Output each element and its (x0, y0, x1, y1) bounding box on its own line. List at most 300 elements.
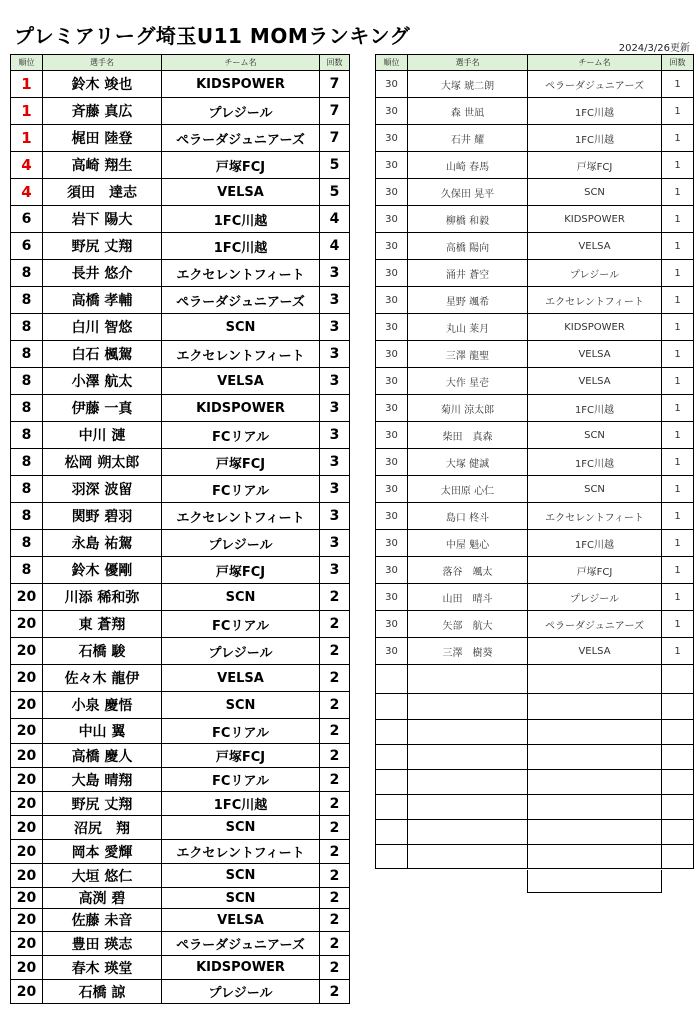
rank-cell: 8 (11, 395, 43, 422)
player-cell: 高橋 陽向 (408, 233, 528, 260)
ranking-table-left (10, 54, 350, 1004)
player-cell: 菊川 涼太郎 (408, 395, 528, 422)
rank-cell: 6 (11, 206, 43, 233)
table-row (376, 476, 694, 503)
table-row (11, 611, 350, 638)
team-cell: 1FC川越 (528, 125, 662, 152)
rank-cell: 4 (11, 152, 43, 179)
count-cell: 2 (320, 888, 350, 909)
table-row (11, 368, 350, 395)
count-cell: 3 (320, 449, 350, 476)
rank-cell: 30 (376, 233, 408, 260)
team-cell: ペラーダジュニアーズ (528, 71, 662, 98)
table-row (11, 638, 350, 665)
rank-cell: 30 (376, 152, 408, 179)
header-team: チーム名 (162, 55, 320, 71)
player-cell: 長井 悠介 (43, 260, 162, 287)
player-cell: 石橋 諒 (43, 980, 162, 1004)
team-cell: ペラーダジュニアーズ (528, 611, 662, 638)
count-cell: 2 (320, 980, 350, 1004)
table-row (11, 395, 350, 422)
rank-cell: 30 (376, 125, 408, 152)
table-row (376, 638, 694, 665)
count-cell: 2 (320, 956, 350, 980)
empty-row (376, 770, 694, 795)
empty-row (376, 694, 694, 720)
empty-cell (408, 665, 528, 694)
team-cell: KIDSPOWER (162, 71, 320, 98)
header-player: 選手名 (43, 55, 162, 71)
team-cell: 1FC川越 (528, 98, 662, 125)
table-row (11, 287, 350, 314)
rank-cell: 30 (376, 179, 408, 206)
team-cell: 1FC川越 (528, 395, 662, 422)
empty-row (376, 745, 694, 770)
count-cell: 1 (662, 422, 694, 449)
player-cell: 岩下 陽大 (43, 206, 162, 233)
player-cell: 石井 耀 (408, 125, 528, 152)
table-row (11, 692, 350, 719)
table-row (376, 287, 694, 314)
empty-cell (408, 820, 528, 845)
table-row (11, 152, 350, 179)
player-cell: 石橋 駿 (43, 638, 162, 665)
empty-cell (376, 770, 408, 795)
empty-cell (528, 795, 662, 820)
player-cell: 丸山 莱月 (408, 314, 528, 341)
count-cell: 3 (320, 503, 350, 530)
team-cell: VELSA (528, 368, 662, 395)
player-cell: 中川 漣 (43, 422, 162, 449)
empty-cell (528, 694, 662, 720)
team-cell: SCN (528, 476, 662, 503)
table-row (11, 557, 350, 584)
player-cell: 星野 颯希 (408, 287, 528, 314)
player-cell: 山崎 春馬 (408, 152, 528, 179)
empty-row (376, 845, 694, 869)
rank-cell: 30 (376, 287, 408, 314)
team-cell: エクセレントフィート (528, 503, 662, 530)
count-cell: 2 (320, 932, 350, 956)
empty-row (376, 665, 694, 694)
team-cell: 戸塚FCJ (162, 744, 320, 768)
empty-cell (528, 845, 662, 869)
table-row (376, 395, 694, 422)
empty-cell (662, 694, 694, 720)
table-row (11, 422, 350, 449)
count-cell: 2 (320, 692, 350, 719)
table-row (376, 260, 694, 287)
rank-cell: 20 (11, 956, 43, 980)
updated-date: 2024/3/26更新 (618, 43, 690, 54)
player-cell: 関野 碧羽 (43, 503, 162, 530)
team-cell: FCリアル (162, 422, 320, 449)
empty-cell (662, 720, 694, 745)
player-cell: 三澤 龍聖 (408, 341, 528, 368)
rank-cell: 20 (11, 792, 43, 816)
team-cell: 1FC川越 (162, 233, 320, 260)
team-cell: VELSA (162, 909, 320, 932)
team-cell: 戸塚FCJ (162, 557, 320, 584)
count-cell: 1 (662, 557, 694, 584)
table-row (11, 71, 350, 98)
table-row (11, 792, 350, 816)
count-cell: 1 (662, 71, 694, 98)
count-cell: 4 (320, 233, 350, 260)
count-cell: 3 (320, 395, 350, 422)
rank-cell: 20 (11, 611, 43, 638)
rank-cell: 20 (11, 864, 43, 888)
team-cell: FCリアル (162, 768, 320, 792)
rank-cell: 8 (11, 476, 43, 503)
count-cell: 1 (662, 341, 694, 368)
count-cell: 2 (320, 792, 350, 816)
rank-cell: 1 (11, 125, 43, 152)
player-cell: 須田 達志 (43, 179, 162, 206)
page-title: プレミアリーグ埼玉U11 MOMランキング (14, 24, 411, 48)
count-cell: 2 (320, 611, 350, 638)
count-cell: 3 (320, 260, 350, 287)
empty-cell (662, 820, 694, 845)
player-cell: 佐々木 龍伊 (43, 665, 162, 692)
header-count: 回数 (320, 55, 350, 71)
empty-row (376, 820, 694, 845)
player-cell: 島口 柊斗 (408, 503, 528, 530)
empty-cell (528, 720, 662, 745)
player-cell: 野尻 丈翔 (43, 233, 162, 260)
player-cell: 山田 晴斗 (408, 584, 528, 611)
player-cell: 白川 智悠 (43, 314, 162, 341)
empty-cell (376, 720, 408, 745)
team-cell: SCN (162, 692, 320, 719)
rank-cell: 30 (376, 584, 408, 611)
player-cell: 野尻 丈翔 (43, 792, 162, 816)
table-row (376, 179, 694, 206)
table-row (11, 125, 350, 152)
rank-cell: 20 (11, 932, 43, 956)
player-cell: 柴田 真森 (408, 422, 528, 449)
count-cell: 2 (320, 584, 350, 611)
team-cell: ペラーダジュニアーズ (162, 125, 320, 152)
count-cell: 3 (320, 314, 350, 341)
team-cell: FCリアル (162, 611, 320, 638)
rank-cell: 8 (11, 341, 43, 368)
table-row (11, 314, 350, 341)
count-cell: 1 (662, 152, 694, 179)
count-cell: 2 (320, 665, 350, 692)
count-cell: 7 (320, 71, 350, 98)
team-cell: エクセレントフィート (162, 840, 320, 864)
rank-cell: 20 (11, 584, 43, 611)
empty-cell (376, 820, 408, 845)
empty-cell (662, 770, 694, 795)
header-rank: 順位 (11, 55, 43, 71)
player-cell: 鈴木 竣也 (43, 71, 162, 98)
rank-cell: 8 (11, 287, 43, 314)
player-cell: 斉藤 真広 (43, 98, 162, 125)
team-cell: 戸塚FCJ (162, 449, 320, 476)
empty-cell (408, 795, 528, 820)
rank-cell: 20 (11, 719, 43, 744)
table-row (11, 341, 350, 368)
count-cell: 4 (320, 206, 350, 233)
count-cell: 1 (662, 260, 694, 287)
rank-cell: 20 (11, 980, 43, 1004)
player-cell: 矢部 航大 (408, 611, 528, 638)
rank-cell: 8 (11, 449, 43, 476)
table-row (11, 932, 350, 956)
rank-cell: 8 (11, 314, 43, 341)
table-row (11, 476, 350, 503)
player-cell: 森 世凪 (408, 98, 528, 125)
team-cell: エクセレントフィート (162, 503, 320, 530)
table-row (376, 611, 694, 638)
rank-cell: 8 (11, 503, 43, 530)
table-row (11, 584, 350, 611)
table-row (11, 719, 350, 744)
table-row (11, 909, 350, 932)
team-cell: SCN (162, 584, 320, 611)
team-cell: プレジール (162, 530, 320, 557)
count-cell: 1 (662, 179, 694, 206)
table-row (11, 768, 350, 792)
table-row (376, 422, 694, 449)
team-cell: エクセレントフィート (162, 341, 320, 368)
rank-cell: 30 (376, 449, 408, 476)
team-cell: プレジール (162, 980, 320, 1004)
count-cell: 3 (320, 476, 350, 503)
table-row (11, 179, 350, 206)
header-rank: 順位 (376, 55, 408, 71)
team-cell: SCN (162, 314, 320, 341)
count-cell: 5 (320, 179, 350, 206)
rank-cell: 30 (376, 368, 408, 395)
table-row (376, 233, 694, 260)
empty-row (376, 795, 694, 820)
team-cell: SCN (528, 422, 662, 449)
rank-cell: 20 (11, 840, 43, 864)
table-row (376, 152, 694, 179)
player-cell: 小澤 航太 (43, 368, 162, 395)
count-cell: 1 (662, 368, 694, 395)
header-player: 選手名 (408, 55, 528, 71)
empty-cell (527, 870, 662, 893)
player-cell: 小泉 慶悟 (43, 692, 162, 719)
rank-cell: 20 (11, 768, 43, 792)
header-row (11, 55, 350, 71)
rank-cell: 6 (11, 233, 43, 260)
count-cell: 1 (662, 476, 694, 503)
count-cell: 1 (662, 530, 694, 557)
player-cell: 佐藤 未音 (43, 909, 162, 932)
team-cell: KIDSPOWER (162, 395, 320, 422)
table-row (376, 71, 694, 98)
empty-cell (408, 770, 528, 795)
rank-cell: 30 (376, 98, 408, 125)
player-cell: 鈴木 優剛 (43, 557, 162, 584)
team-cell: SCN (528, 179, 662, 206)
player-cell: 沼尻 翔 (43, 816, 162, 840)
rank-cell: 1 (11, 71, 43, 98)
rank-cell: 30 (376, 422, 408, 449)
count-cell: 2 (320, 864, 350, 888)
table-row (376, 206, 694, 233)
empty-cell (528, 665, 662, 694)
team-cell: VELSA (162, 665, 320, 692)
team-cell: プレジール (162, 98, 320, 125)
team-cell: SCN (162, 888, 320, 909)
count-cell: 2 (320, 909, 350, 932)
player-cell: 豊田 瑛志 (43, 932, 162, 956)
player-cell: 三澤 樹葵 (408, 638, 528, 665)
team-cell: プレジール (528, 584, 662, 611)
team-cell: VELSA (162, 179, 320, 206)
player-cell: 松岡 朔太郎 (43, 449, 162, 476)
header-row (376, 55, 694, 71)
rank-cell: 8 (11, 530, 43, 557)
team-cell: SCN (162, 816, 320, 840)
table-row (376, 314, 694, 341)
count-cell: 1 (662, 611, 694, 638)
table-row (11, 503, 350, 530)
team-cell: FCリアル (162, 476, 320, 503)
count-cell: 1 (662, 449, 694, 476)
player-cell: 高橋 慶人 (43, 744, 162, 768)
rank-cell: 30 (376, 395, 408, 422)
count-cell: 1 (662, 206, 694, 233)
table-row (11, 233, 350, 260)
player-cell: 中屋 魁心 (408, 530, 528, 557)
player-cell: 落谷 颯太 (408, 557, 528, 584)
rank-cell: 30 (376, 638, 408, 665)
player-cell: 太田原 心仁 (408, 476, 528, 503)
player-cell: 東 蒼翔 (43, 611, 162, 638)
rank-cell: 20 (11, 888, 43, 909)
empty-cell (376, 665, 408, 694)
count-cell: 1 (662, 314, 694, 341)
rank-cell: 20 (11, 816, 43, 840)
team-cell: SCN (162, 864, 320, 888)
count-cell: 5 (320, 152, 350, 179)
rank-cell: 20 (11, 665, 43, 692)
empty-cell (662, 745, 694, 770)
empty-cell (528, 820, 662, 845)
table-row (376, 98, 694, 125)
count-cell: 1 (662, 98, 694, 125)
player-cell: 中山 翼 (43, 719, 162, 744)
team-cell: エクセレントフィート (162, 260, 320, 287)
team-cell: KIDSPOWER (528, 206, 662, 233)
empty-cell (376, 845, 408, 869)
count-cell: 2 (320, 816, 350, 840)
team-cell: VELSA (528, 341, 662, 368)
table-row (376, 341, 694, 368)
table-row (11, 206, 350, 233)
table-row (11, 956, 350, 980)
player-cell: 羽深 波留 (43, 476, 162, 503)
count-cell: 3 (320, 557, 350, 584)
count-cell: 3 (320, 422, 350, 449)
rank-cell: 20 (11, 909, 43, 932)
team-cell: ペラーダジュニアーズ (162, 932, 320, 956)
player-cell: 伊藤 一真 (43, 395, 162, 422)
count-cell: 1 (662, 233, 694, 260)
count-cell: 3 (320, 530, 350, 557)
table-row (11, 980, 350, 1004)
table-row (376, 584, 694, 611)
table-row (11, 888, 350, 909)
table-row (11, 260, 350, 287)
count-cell: 3 (320, 287, 350, 314)
empty-cell (376, 795, 408, 820)
table-row (11, 98, 350, 125)
player-cell: 春木 瑛堂 (43, 956, 162, 980)
header-team: チーム名 (528, 55, 662, 71)
rank-cell: 30 (376, 341, 408, 368)
count-cell: 3 (320, 368, 350, 395)
team-cell: 1FC川越 (528, 449, 662, 476)
rank-cell: 30 (376, 314, 408, 341)
rank-cell: 20 (11, 744, 43, 768)
player-cell: 柳橋 和毅 (408, 206, 528, 233)
team-cell: ペラーダジュニアーズ (162, 287, 320, 314)
player-cell: 高渕 碧 (43, 888, 162, 909)
rank-cell: 30 (376, 611, 408, 638)
team-cell: VELSA (162, 368, 320, 395)
player-cell: 大塚 琥二朗 (408, 71, 528, 98)
table-row (11, 840, 350, 864)
player-cell: 岡本 愛輝 (43, 840, 162, 864)
player-cell: 大作 星壱 (408, 368, 528, 395)
rank-cell: 30 (376, 530, 408, 557)
table-row (11, 744, 350, 768)
table-row (376, 503, 694, 530)
rank-cell: 8 (11, 422, 43, 449)
table-row (376, 557, 694, 584)
player-cell: 白石 楓駕 (43, 341, 162, 368)
header-count: 回数 (662, 55, 694, 71)
player-cell: 高崎 翔生 (43, 152, 162, 179)
team-cell: エクセレントフィート (528, 287, 662, 314)
table-row (376, 368, 694, 395)
empty-cell (376, 694, 408, 720)
player-cell: 永島 祐駕 (43, 530, 162, 557)
count-cell: 1 (662, 584, 694, 611)
team-cell: 1FC川越 (162, 206, 320, 233)
rank-cell: 30 (376, 71, 408, 98)
table-row (11, 864, 350, 888)
empty-cell (408, 745, 528, 770)
table-row (376, 125, 694, 152)
count-cell: 7 (320, 125, 350, 152)
rank-cell: 30 (376, 476, 408, 503)
player-cell: 大島 晴翔 (43, 768, 162, 792)
count-cell: 1 (662, 638, 694, 665)
empty-cell (662, 795, 694, 820)
rank-cell: 4 (11, 179, 43, 206)
empty-cell (528, 770, 662, 795)
team-cell: FCリアル (162, 719, 320, 744)
count-cell: 2 (320, 719, 350, 744)
table-row (376, 449, 694, 476)
table-row (11, 449, 350, 476)
empty-cell (408, 845, 528, 869)
table-row (11, 665, 350, 692)
rank-cell: 20 (11, 638, 43, 665)
team-cell: VELSA (528, 233, 662, 260)
team-cell: 1FC川越 (162, 792, 320, 816)
count-cell: 2 (320, 840, 350, 864)
